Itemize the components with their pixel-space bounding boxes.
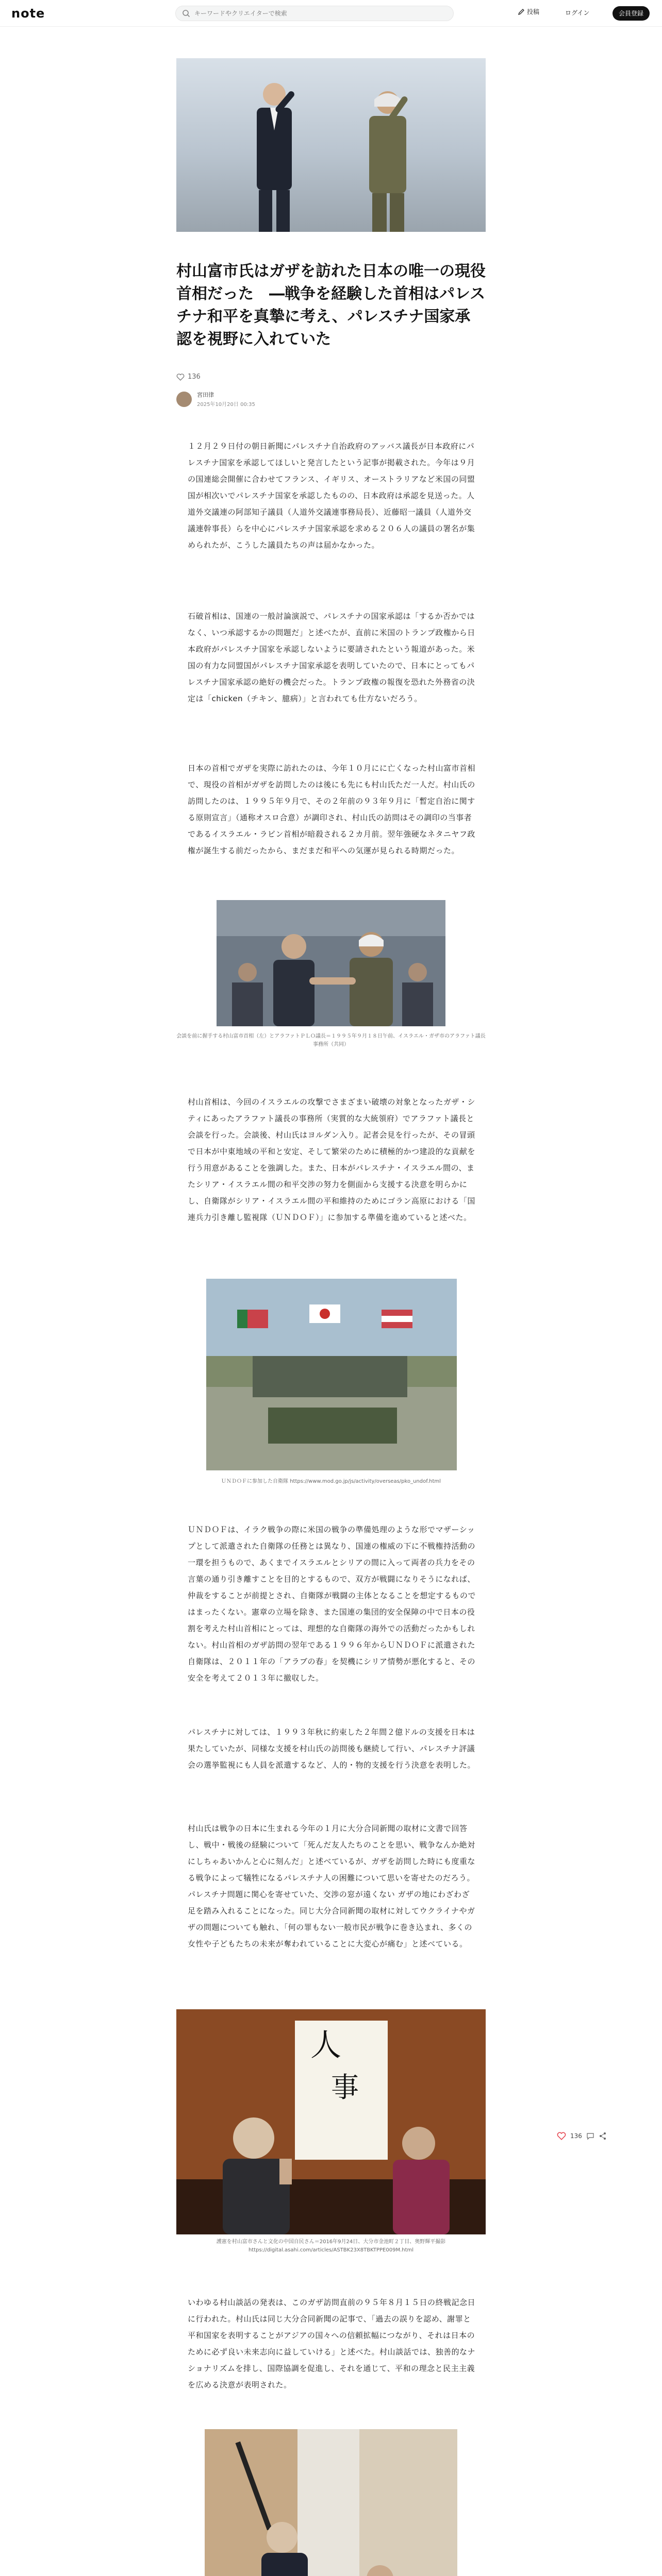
post-button[interactable]	[518, 7, 539, 16]
signup-button[interactable]: 会員登録	[613, 6, 650, 21]
hero-person-right	[352, 84, 424, 232]
figure-batting-photo	[205, 2429, 457, 2576]
figure-3-caption: 護憲を村山富市さんと文化の中国自民さん＝2016年9月24日、大分市金池町２丁目、奥野輝平撮影 https://digital.asahi.com/articles/ASTBK23X8TBKTPPE009M.html	[216, 2239, 446, 2253]
author-name[interactable]: 宮田律	[197, 392, 214, 398]
svg-text:人: 人	[310, 2027, 341, 2063]
hero-person-left	[243, 74, 305, 232]
comment-icon[interactable]	[586, 2132, 594, 2140]
paragraph-4: 村山首相は、今回のイスラエルの攻撃でさまざまい破壊の対象となったガザ・シティにあったアラファト議長の事務所（実質的な大統領府）でアラファト議長と会談を行った。会談後、村山氏はヨルダン入り。記者会見を行ったが、その冒頭で日本が中東地域の平和と安定、そして繁栄のために積極的かつ建設的な貢献を行う用意があることを強調した。また、日本がパレスチナ・イスラエル間の、またシリア・イスラエル間の和平交渉の努力を側面から支援する決意を明らかにし、自衛隊がシリア・イスラエル間の平和維持のためにゴラン高原における「国連兵力引き離し監視隊（ＵＮＤＯＦ）」に参加する準備を進めていると述べた。	[188, 1097, 476, 1222]
paragraph-8: いわゆる村山談話の発表は、このガザ訪問直前の９５年８月１５日の終戦記念日に行われた。村山氏は同じ大分合同新聞の記事で、「過去の誤りを認め、謝罪と平和国家を表明することがアジアの国々への信頼拡幅につながり、それは日本のために必ず良い未来志向に益していける」と述べた。村山談話では、独善的なナショナリズムを排し、国際協調を促進し、それを通じて、平和の理念と民主主義を広める決意が表明された。	[188, 2298, 476, 2389]
hero-image	[176, 58, 486, 232]
heart-icon[interactable]	[176, 374, 185, 381]
heart-icon[interactable]	[557, 2132, 566, 2140]
author-info[interactable]	[176, 391, 255, 408]
login-link[interactable]: ログイン	[565, 9, 590, 16]
floating-like-count: 136	[570, 2132, 582, 2140]
article-title: 村山富市氏はガザを訪れた日本の唯一の現役首相だった ―戦争を経験した首相はパレスチナ和平を真摯に考え、パレスチナ国家承認を視野に入れていた	[176, 262, 486, 348]
like-count-row[interactable]	[176, 373, 201, 381]
figure-sdf-troops-photo	[206, 1279, 457, 1470]
paragraph-2: 石破首相は、国連の一般討論演説で、パレスチナの国家承認は「するか否かではなく、いつ承認するかの問題だ」と述べたが、直前に米国のトランプ政権から日本政府がパレスチナ国家を承認しないように要請されたという報道があった。米国の有力な同盟国がパレスチナ国家承認を表明していたので、日本にとってもパレスチナ国家承認の絶好の機会だった。トランプ政権の報復を恐れた外務省の決定は「chicken（チキン、臆病）」と言われても仕方ないだろう。	[188, 612, 475, 703]
figure-2-caption: ＵＮＤＯＦに参加した自衛隊 https://www.mod.go.jp/js/activity/overseas/pko_undof.html	[221, 1479, 441, 1484]
top-navigation-bar	[0, 0, 662, 27]
author-avatar[interactable]	[176, 392, 192, 407]
paragraph-3: 日本の首相でガザを実際に訪れたのは、今年１０月にに亡くなった村山富市首相で、現役の首相がガザを訪問したのは後にも先にも村山氏ただ一人だ。村山氏の訪問したのは、１９９５年９月で、その２年前の９３年９月に「暫定自治に関する原則宣言」（通称オスロ合意）が調印され、村山氏の訪問はその調印の当事者であるイスラエル・ラビン首相が暗殺される２カ月前。翌年強硬なネタニヤフ政権が誕生する前だったから、まだまだ和平への気運が見られる時期だった。	[188, 764, 476, 855]
note-logo[interactable]: note	[11, 6, 45, 21]
paragraph-7: 村山氏は戦争の日本に生まれる今年の１月に大分合同新聞の取材に文書で回答し、戦中・戦後の経験について「死んだ友人たちのことを思い、戦争なんか絶対にしちゃあいかんと心に刻んだ」と述べているが、ガザを訪問した時にも度重なる戦争によって犠牲になるパレスチナ人の困難について思いを寄せたのだろう。パレスチナ問題に関心を寄せていた、交渉の窓が遠くない ガザの地にわざわざ足を踏み入れることになった。同じ大分合同新聞の取材に対してウクライナやガザの問題についても触れ、「何の罪もない一般市民が戦争に巻き込まれ、多くの女性や子どもたちの未来が奪われていることに大変心が痛む」と述べている。	[188, 1824, 476, 1948]
paragraph-5: ＵＮＤＯＦは、イラク戦争の際に米国の戦争の準備処理のような形でマザーシップとして派遣された自衛隊の任務とは異なり、国連の権威の下に不戦権持活動の一環を担うもので、あくまでイスラエルとシリアの間に入って両者の兵力をその言葉の通り引き離すことを目的とするもので、双方が戦闘になりそうになれば、仲裁をすることが前提とされ、自衛隊が戦闘の主体となることを想定するものではまったくない。憲章の立場を除き、また国連の集団的安全保障の中で日本の役割を考えた村山首相にとっては、理想的な自衛隊の海外での活動だったかもしれない。村山首相のガザ訪問の翌年である１９９６年からＵＮＤＯＦに派遣された自衛隊は、２０１１年の「アラブの春」を契機にシリア情勢が悪化すると、その安全を考えて２０１３年に撤収した。	[188, 1525, 476, 1683]
paragraph-1: １２月２９日付の朝日新聞にパレスチナ自治政府のアッバス議長が日本政府にパレスチナ国家を承認してほしいと発言したという記事が掲載された。今年は９月の国連総会開催に合わせてフランス、イギリス、オーストラリアなど米国の同盟国が相次いでパレスチナ国家を承認したものの、日本政府は承認を見送った。人道外交議連の阿部知子議員（人道外交議連事務局長）、近藤昭一議員（人道外交議連幹事長）らを中心にパレスチナ国家承認を求める２０６人の議員の署名が集められたが、こうした議員たちの声は届かなかった。	[188, 442, 475, 550]
share-icon[interactable]	[599, 2132, 607, 2140]
paragraph-6: パレスチナに対しては、１９９３年秋に約束した２年間２億ドルの支援を日本は果たしていたが、同様な支援を村山氏の訪問後も継続して行い、パレスチナ評議会の選挙監視にも人員を派遣するなど、人的・物的支援を行う決意を表明した。	[188, 1727, 476, 1770]
floating-like-bar[interactable]	[557, 2132, 607, 2140]
publish-date: 2025年10月20日 00:35	[197, 402, 255, 408]
post-label: 投稿	[527, 8, 540, 15]
figure-1-caption: 会談を前に握手する村山富市首相（左）とアラファトＰＬＯ議長＝１９９５年９月１８日午前、イスラエル・ガザ市のアラファト議長事務所（共同）	[176, 1033, 486, 1047]
pencil-icon	[518, 8, 525, 15]
figure-calligraphy-photo	[176, 2009, 486, 2234]
like-count: 136	[188, 373, 201, 381]
search-icon	[182, 9, 190, 18]
svg-text:事: 事	[331, 2071, 359, 2104]
search-input[interactable]	[194, 8, 447, 19]
figure-handshake-photo	[217, 900, 445, 1026]
search-box[interactable]	[175, 6, 454, 21]
